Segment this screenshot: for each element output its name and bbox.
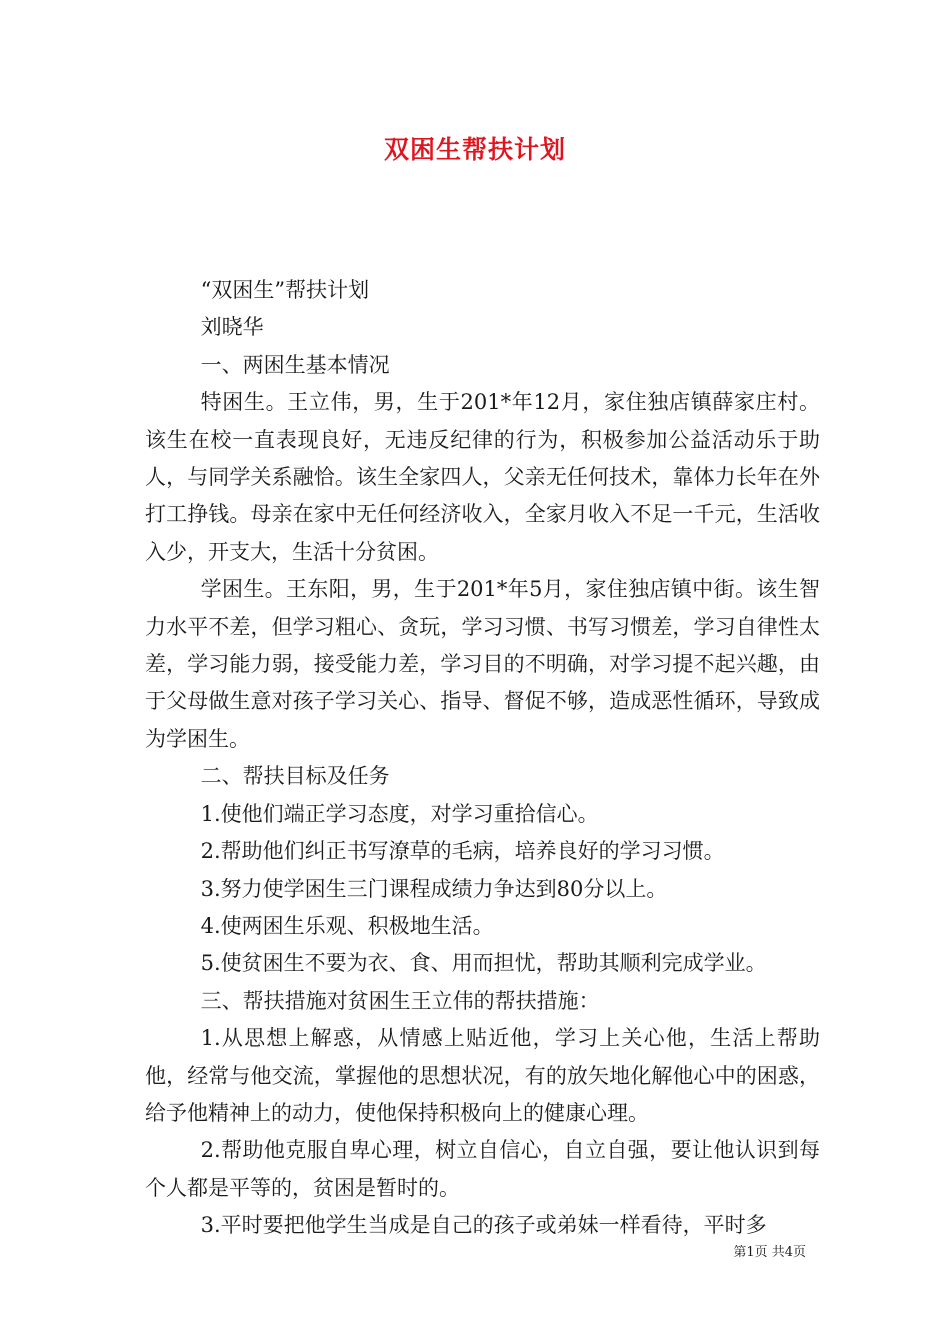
list-item: 1.从思想上解惑，从情感上贴近他，学习上关心他，生活上帮助他，经常与他交流，掌握他的思想状况，有的放矢地化解他心中的困惑，给予他精神上的动力，使他保持积极向上的健康心理。 xyxy=(145,1026,820,1125)
document-body xyxy=(145,272,820,1245)
section-heading-3: 三、帮扶措施对贫困生王立伟的帮扶措施： xyxy=(200,988,600,1013)
page-number-footer: 第1页 共4页 xyxy=(733,1245,806,1260)
document-title: 双困生帮扶计划 xyxy=(383,135,566,164)
list-item: 2.帮助他们纠正书写潦草的毛病，培养良好的学习习惯。 xyxy=(200,839,725,864)
list-item: 5.使贫困生不要为衣、食、用而担忧，帮助其顺利完成学业。 xyxy=(200,951,767,976)
subtitle-paragraph: “双困生”帮扶计划 xyxy=(200,278,370,302)
list-item: 4.使两困生乐观、积极地生活。 xyxy=(200,913,494,938)
list-item: 2.帮助他克服自卑心理，树立自信心，自立自强，要让他认识到每个人都是平等的，贫困是暂时的。 xyxy=(145,1138,820,1200)
list-item: 3.平时要把他学生当成是自己的孩子或弟妹一样看待，平时多 xyxy=(200,1213,767,1238)
body-paragraph: 学困生。王东阳，男，生于201*年5月，家住独店镇中街。该生智力水平不差，但学习粗心、贪玩，学习习惯、书写习惯差，学习自律性太差，学习能力弱，接受能力差，学习目的不明确，对学习提不起兴趣，由于父母做生意对孩子学习关心、指导、督促不够，造成恶性循环，导致成为学困生。 xyxy=(145,577,820,751)
section-heading-2: 二、帮扶目标及任务 xyxy=(200,764,390,789)
section-heading-1: 一、两困生基本情况 xyxy=(200,352,390,377)
body-paragraph: 特困生。王立伟，男，生于201*年12月，家住独店镇薛家庄村。该生在校一直表现良好，无违反纪律的行为，积极参加公益活动乐于助人，与同学关系融恰。该生全家四人，父亲无任何技术，靠体力长年在外打工挣钱。母亲在家中无任何经济收入，全家月收入不足一千元，生活收入少，开支大，生活十分贫困。 xyxy=(145,390,820,564)
list-item: 3.努力使学困生三门课程成绩力争达到80分以上。 xyxy=(200,876,668,901)
author-paragraph: 刘晓华 xyxy=(200,315,264,340)
list-item: 1.使他们端正学习态度，对学习重拾信心。 xyxy=(200,801,599,826)
